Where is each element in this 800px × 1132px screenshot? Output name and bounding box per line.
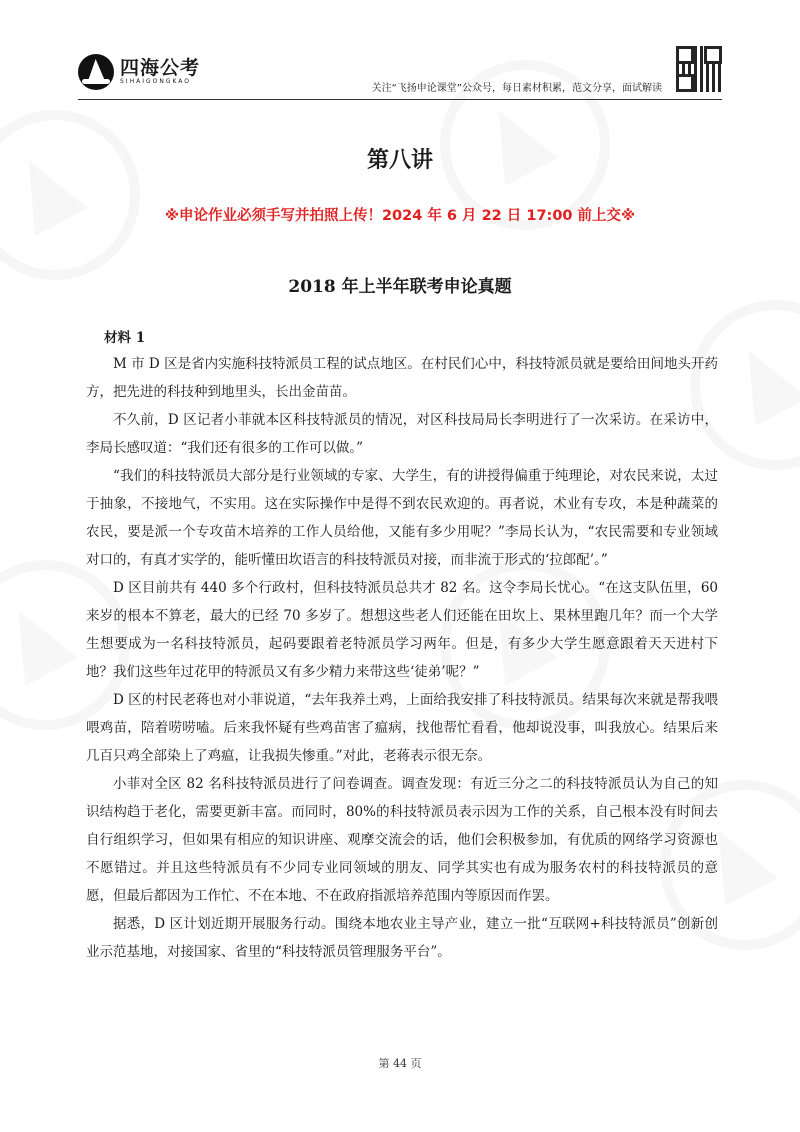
paragraph: 不久前，D 区记者小菲就本区科技特派员的情况，对区科技局局长李明进行了一次采访。在采访中，李局长感叹道：“我们还有很多的工作可以做。” [86, 412, 718, 456]
page-number: 第 44 页 [378, 1057, 422, 1070]
paragraph: D 区的村民老蒋也对小菲说道，“去年我养土鸡，上面给我安排了科技特派员。结果每次来就是帮我喂喂鸡苗，陪着唠唠嗑。后来我怀疑有些鸡苗害了瘟病，找他帮忙看看，他却说没事，叫我放心。结果后来几百只鸡全部染上了鸡瘟，让我损失惨重。”对此，老蒋表示很无奈。 [86, 692, 718, 764]
sail-logo-icon [78, 54, 114, 90]
logo-name: 四海公考 [120, 57, 201, 79]
paragraph: 小菲对全区 82 名科技特派员进行了问卷调查。调查发现：有近三分之二的科技特派员认为自己的知识结构趋于老化，需要更新丰富。而同时，80%的科技特派员表示因为工作的关系，自己根本没有时间去自行组织学习，但如果有相应的知识讲座、观摩交流会的话，他们会积极参加，有优质的网络学习资源也不愿错过。并且这些特派员有不少同专业同领域的朋友、同学其实也有成为服务农村的科技特派员的意愿，但最后都因为工作忙、不在本地、不在政府指派培养范围内等原因而作罢。 [86, 776, 718, 904]
brand-logo [78, 54, 200, 90]
submission-notice: ※申论作业必须手写并拍照上传！2024 年 6 月 22 日 17:00 前上交※ [164, 208, 636, 224]
material-label: 材料 1 [104, 330, 146, 346]
header-divider [78, 99, 722, 100]
header-note: 关注“飞扬申论课堂”公众号，每日素材积累，范文分享，面试解读 [371, 83, 662, 94]
logo-pinyin: SIHAIGONGKAO [120, 78, 192, 85]
paragraph: “我们的科技特派员大部分是行业领域的专家、大学生，有的讲授得偏重于纯理论，对农民来说，太过于抽象，不接地气，不实用。这在实际操作中是得不到农民欢迎的。再者说，术业有专攻，本是种蔬菜的农民，要是派一个专攻苗木培养的工作人员给他，又能有多少用呢？”李局长认为，“农民需要和专业领域对口的，有真才实学的，能听懂田坎语言的科技特派员对接，而非流于形式的‘拉郎配’。” [86, 468, 718, 568]
qr-code-icon [676, 46, 722, 92]
paragraph: 据悉，D 区计划近期开展服务行动。围绕本地农业主导产业，建立一批“互联网+科技特派员”创新创业示范基地，对接国家、省里的“科技特派员管理服务平台”。 [86, 916, 718, 960]
material-body [86, 350, 718, 966]
paragraph: M 市 D 区是省内实施科技特派员工程的试点地区。在村民们心中，科技特派员就是要给田间地头开药方，把先进的科技种到地里头，长出金苗苗。 [86, 356, 718, 400]
paragraph: D 区目前共有 440 多个行政村，但科技特派员总共才 82 名。这令李局长忧心。“在这支队伍里，60 来岁的根本不算老，最大的已经 70 多岁了。想想这些老人们还能在田坎上、果林里跑几年？而一个大学生想要成为一名科技特派员，起码要跟着老特派员学习两年。但是，有多少大学生愿意跟着天天进村下地？我们这些年过花甲的特派员又有多少精力来带这些‘徒弟’呢？” [86, 580, 718, 680]
lecture-title: 第八讲 [366, 148, 433, 173]
page-header [78, 46, 722, 98]
exam-title: 2018 年上半年联考申论真题 [288, 277, 512, 297]
